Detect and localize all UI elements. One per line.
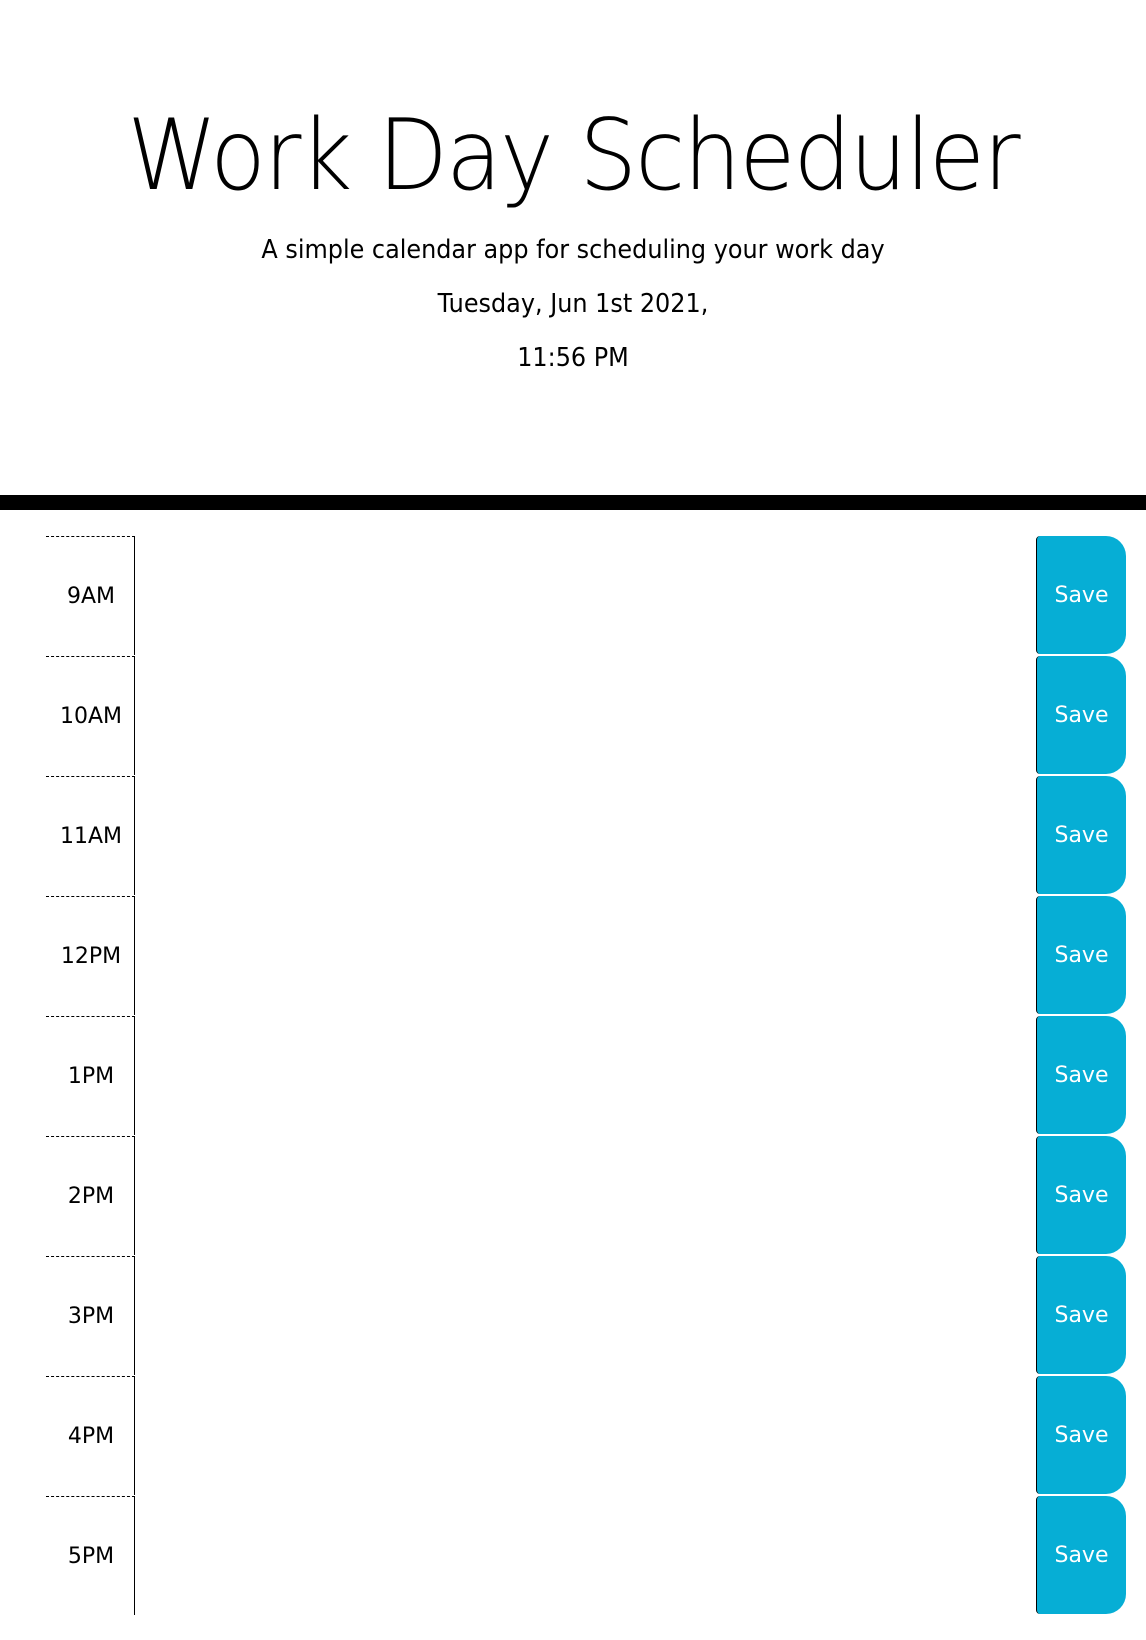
- hour-label: 2PM: [46, 1136, 135, 1255]
- page-subtitle: A simple calendar app for scheduling your work day: [261, 235, 885, 265]
- header: [0, 0, 1146, 473]
- timeblock-row: [0, 1136, 1146, 1256]
- timeblock-row: [0, 1376, 1146, 1496]
- timeblock-row: [0, 1016, 1146, 1136]
- timeblock-list: [0, 560, 1146, 1640]
- save-button[interactable]: Save: [1036, 536, 1126, 654]
- page-title: Work Day Scheduler: [127, 99, 1019, 213]
- hour-label: 10AM: [46, 656, 135, 775]
- event-description-input[interactable]: [136, 1256, 1036, 1375]
- save-button[interactable]: Save: [1036, 1256, 1126, 1374]
- event-description-input[interactable]: [136, 1016, 1036, 1135]
- save-button[interactable]: Save: [1036, 776, 1126, 894]
- hour-label: 4PM: [46, 1376, 135, 1495]
- timeblock-row: [0, 896, 1146, 1016]
- timeblock-row: [0, 656, 1146, 776]
- save-button[interactable]: Save: [1036, 1136, 1126, 1254]
- save-button[interactable]: Save: [1036, 1016, 1126, 1134]
- hour-label: 9AM: [46, 536, 135, 655]
- hour-label: 3PM: [46, 1256, 135, 1375]
- event-description-input[interactable]: [136, 1496, 1036, 1615]
- event-description-input[interactable]: [136, 896, 1036, 1015]
- current-date: Tuesday, Jun 1st 2021,: [437, 289, 709, 319]
- event-description-input[interactable]: [136, 656, 1036, 775]
- hour-label: 12PM: [46, 896, 135, 1015]
- event-description-input[interactable]: [136, 776, 1036, 895]
- timeblock-row: [0, 536, 1146, 656]
- header-divider: [0, 495, 1146, 510]
- event-description-input[interactable]: [136, 536, 1036, 655]
- timeblock-row: [0, 776, 1146, 896]
- save-button[interactable]: Save: [1036, 896, 1126, 1014]
- save-button[interactable]: Save: [1036, 1496, 1126, 1614]
- save-button[interactable]: Save: [1036, 656, 1126, 774]
- event-description-input[interactable]: [136, 1136, 1036, 1255]
- hour-label: 11AM: [46, 776, 135, 895]
- save-button[interactable]: Save: [1036, 1376, 1126, 1494]
- timeblock-row: [0, 1256, 1146, 1376]
- event-description-input[interactable]: [136, 1376, 1036, 1495]
- hour-label: 5PM: [46, 1496, 135, 1615]
- hour-label: 1PM: [46, 1016, 135, 1135]
- current-time: 11:56 PM: [517, 343, 629, 373]
- timeblock-row: [0, 1496, 1146, 1616]
